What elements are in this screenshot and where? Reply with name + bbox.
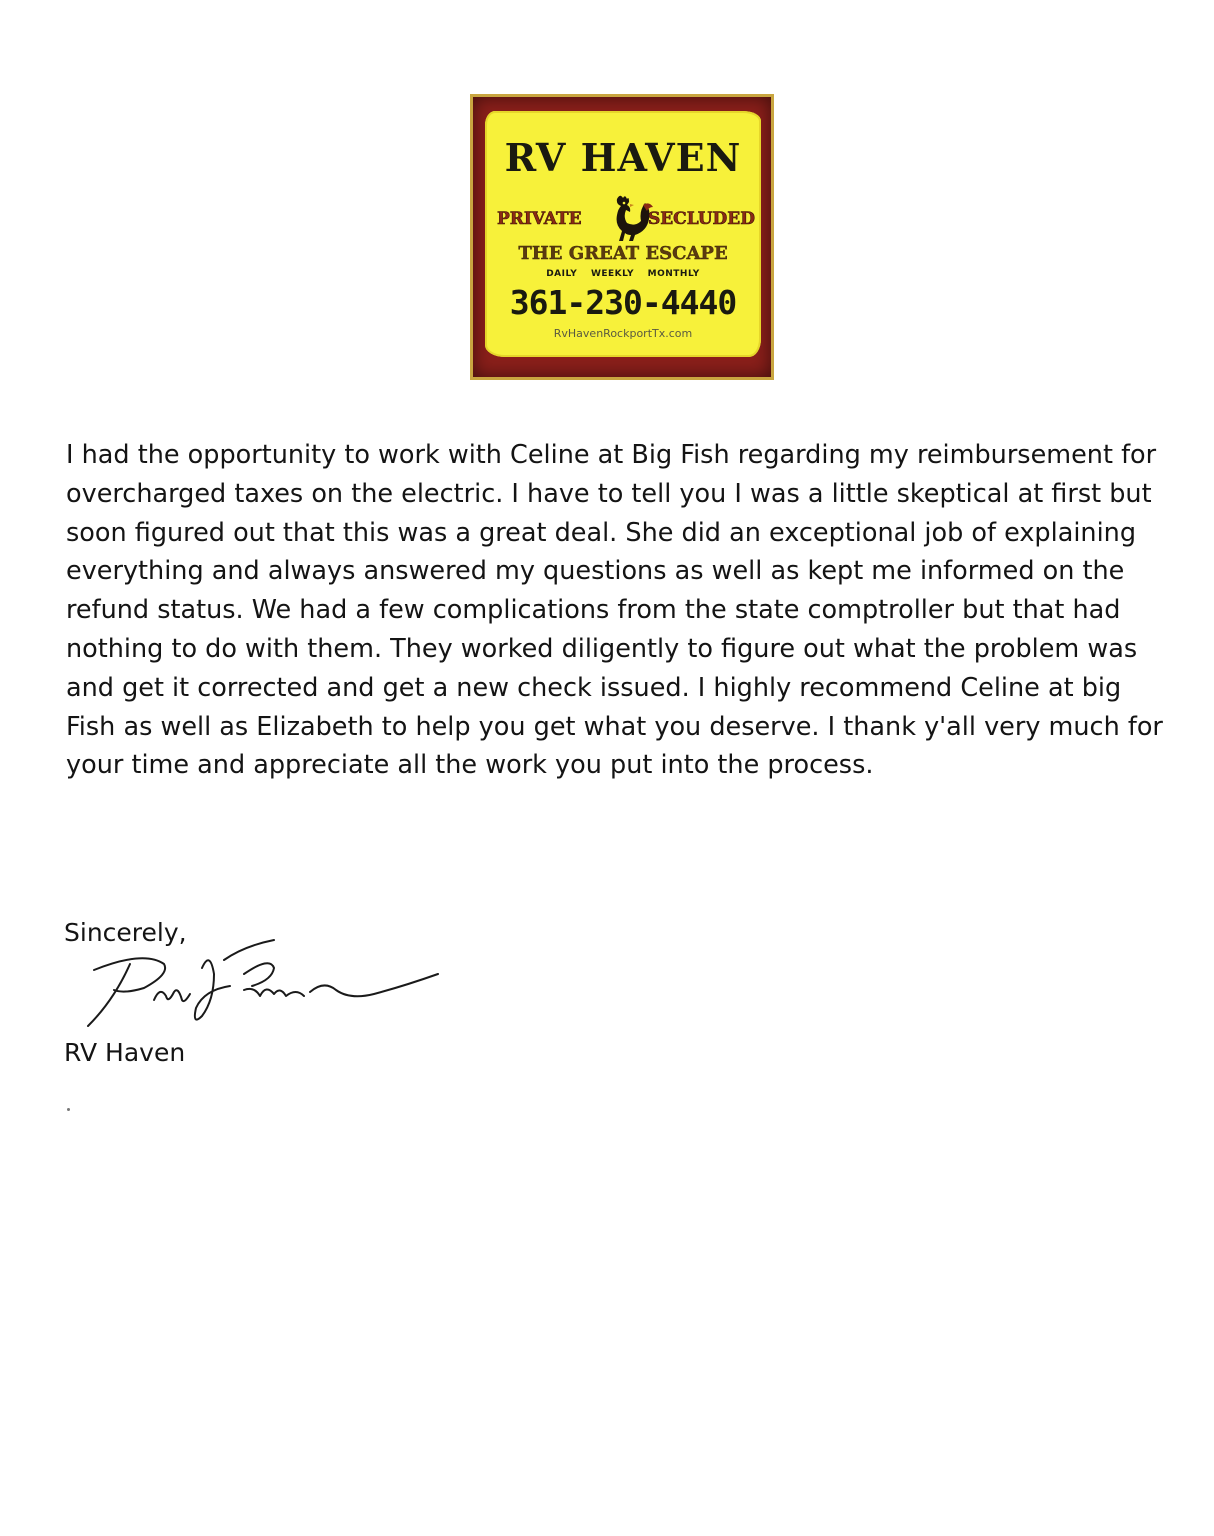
logo-tagline: THE GREAT ESCAPE bbox=[518, 243, 728, 264]
scan-speck bbox=[67, 1108, 70, 1111]
logo-frequency: DAILY WEEKLY MONTHLY bbox=[546, 269, 700, 279]
signer-name: RV Haven bbox=[64, 1038, 186, 1067]
closing-salutation: Sincerely, bbox=[64, 918, 187, 947]
logo-website: RvHavenRockportTx.com bbox=[553, 327, 693, 340]
logo-sign-board bbox=[485, 111, 761, 357]
rv-haven-logo bbox=[470, 94, 774, 380]
logo-word-row bbox=[485, 203, 761, 243]
handwritten-signature bbox=[74, 930, 454, 1040]
logo-title: RV HAVEN bbox=[504, 135, 742, 180]
logo-word-private: PRIVATE bbox=[497, 209, 582, 229]
logo-phone: 361-230-4440 bbox=[509, 283, 737, 322]
letter-body: I had the opportunity to work with Celine at Big Fish regarding my reimbursement for overcharged taxes on the electric. I have to tell you I was a little skeptical at first but soon figured out that this was a great deal. She did an exceptional job of explaining everything and always answered my questions as well as kept me informed on the refund status. We had a few complications from the state comptroller but that had nothing to do with them. They worked diligently to figure out what the problem was and get it corrected and get a new check issued. I highly recommend Celine at big Fish as well as Elizabeth to help you get what you deserve. I thank y'all very much for your time and appreciate all the work you put into the process. bbox=[66, 440, 1163, 781]
logo-word-secluded: SECLUDED bbox=[647, 209, 755, 229]
